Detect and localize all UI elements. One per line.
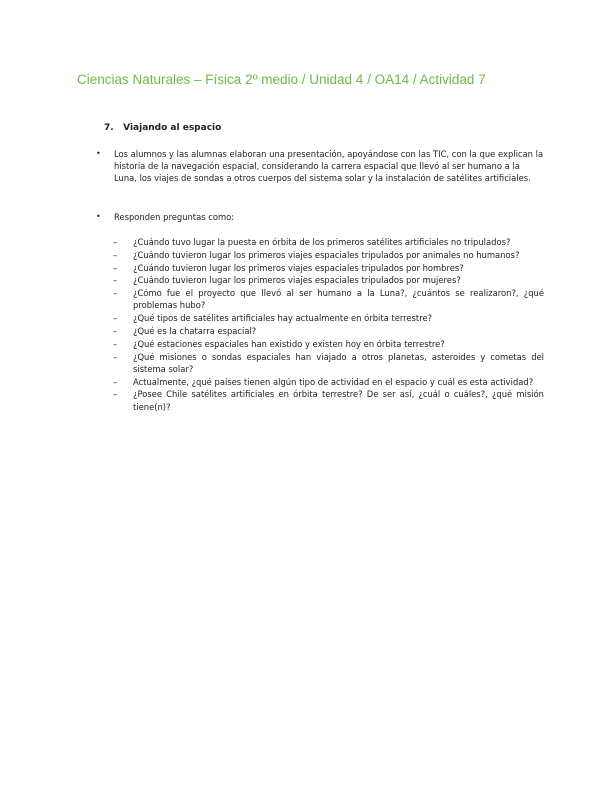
list-item: [113, 325, 544, 337]
dash-icon: –: [113, 325, 118, 336]
dash-icon: –: [113, 288, 118, 299]
list-item: [113, 236, 544, 248]
list-item: [113, 274, 544, 286]
bullet-icon: •: [96, 212, 101, 221]
list-item: [113, 338, 544, 350]
list-item: [113, 376, 544, 388]
dash-icon: –: [113, 262, 118, 273]
bullet-text: Responden preguntas como:: [114, 212, 235, 222]
dash-icon: –: [113, 313, 118, 324]
dash-icon: –: [113, 389, 118, 400]
question-text: ¿Cuándo tuvieron lugar los primeros viajes espaciales tripulados por mujeres?: [133, 275, 461, 286]
question-text: ¿Qué es la chatarra espacial?: [133, 325, 257, 336]
bullet-icon: •: [96, 149, 101, 158]
list-item: [113, 262, 544, 274]
dash-icon: –: [113, 249, 118, 260]
bullet-text: Los alumnos y las alumnas elaboran una presentación, apoyándose con las TIC, con la que explican la historia de la navegación espacial, considerando la carrera espacial que llevó al ser humano a la Luna, los viajes de sondas a otros cuerpos del sistema solar y la instalación de satélites artificiales.: [114, 149, 544, 184]
question-text: Actualmente, ¿qué países tienen algún tipo de actividad en el espacio y cuál es esta actividad?: [133, 376, 534, 387]
dash-icon: –: [113, 338, 118, 349]
dash-icon: –: [113, 351, 118, 362]
list-item: [113, 388, 544, 412]
question-text: ¿Cómo fue el proyecto que llevó al ser humano a la Luna?, ¿cuántos se realizaron?, ¿qué problemas hubo?: [133, 288, 544, 311]
question-text: ¿Posee Chile satélites artificiales en órbita terrestre? De ser así, ¿cuál o cuáles?, ¿qué misión tiene(n)?: [133, 389, 544, 412]
question-text: ¿Qué estaciones espaciales han existido y existen hoy en órbita terrestre?: [133, 338, 445, 349]
question-text: ¿Cuándo tuvieron lugar los primeros viajes espaciales tripulados por animales no humanos?: [133, 249, 520, 260]
dash-icon: –: [113, 275, 118, 286]
list-item: [113, 287, 544, 311]
bullet-item: [96, 148, 544, 185]
dash-icon: –: [113, 237, 118, 247]
question-text: ¿Qué misiones o sondas espaciales han viajado a otros planetas, asteroides y cometas del sistema solar?: [133, 351, 544, 374]
question-text: ¿Cuándo tuvo lugar la puesta en órbita de los primeros satélites artificiales no tripulados?: [133, 237, 511, 247]
section-number: 7.: [104, 123, 114, 133]
page-header: Ciencias Naturales – Física 2º medio / Unidad 4 / OA14 / Actividad 7: [77, 72, 486, 87]
list-item: [113, 249, 544, 261]
question-list: [113, 236, 544, 413]
section-title: Viajando al espacio: [123, 123, 222, 133]
list-item: [113, 351, 544, 375]
bullet-item: [96, 211, 544, 223]
question-text: ¿Qué tipos de satélites artificiales hay actualmente en órbita terrestre?: [133, 313, 433, 324]
list-item: [113, 312, 544, 324]
dash-icon: –: [113, 376, 118, 387]
section-heading: [104, 123, 221, 133]
question-text: ¿Cuándo tuvieron lugar los primeros viajes espaciales tripulados por hombres?: [133, 262, 464, 273]
